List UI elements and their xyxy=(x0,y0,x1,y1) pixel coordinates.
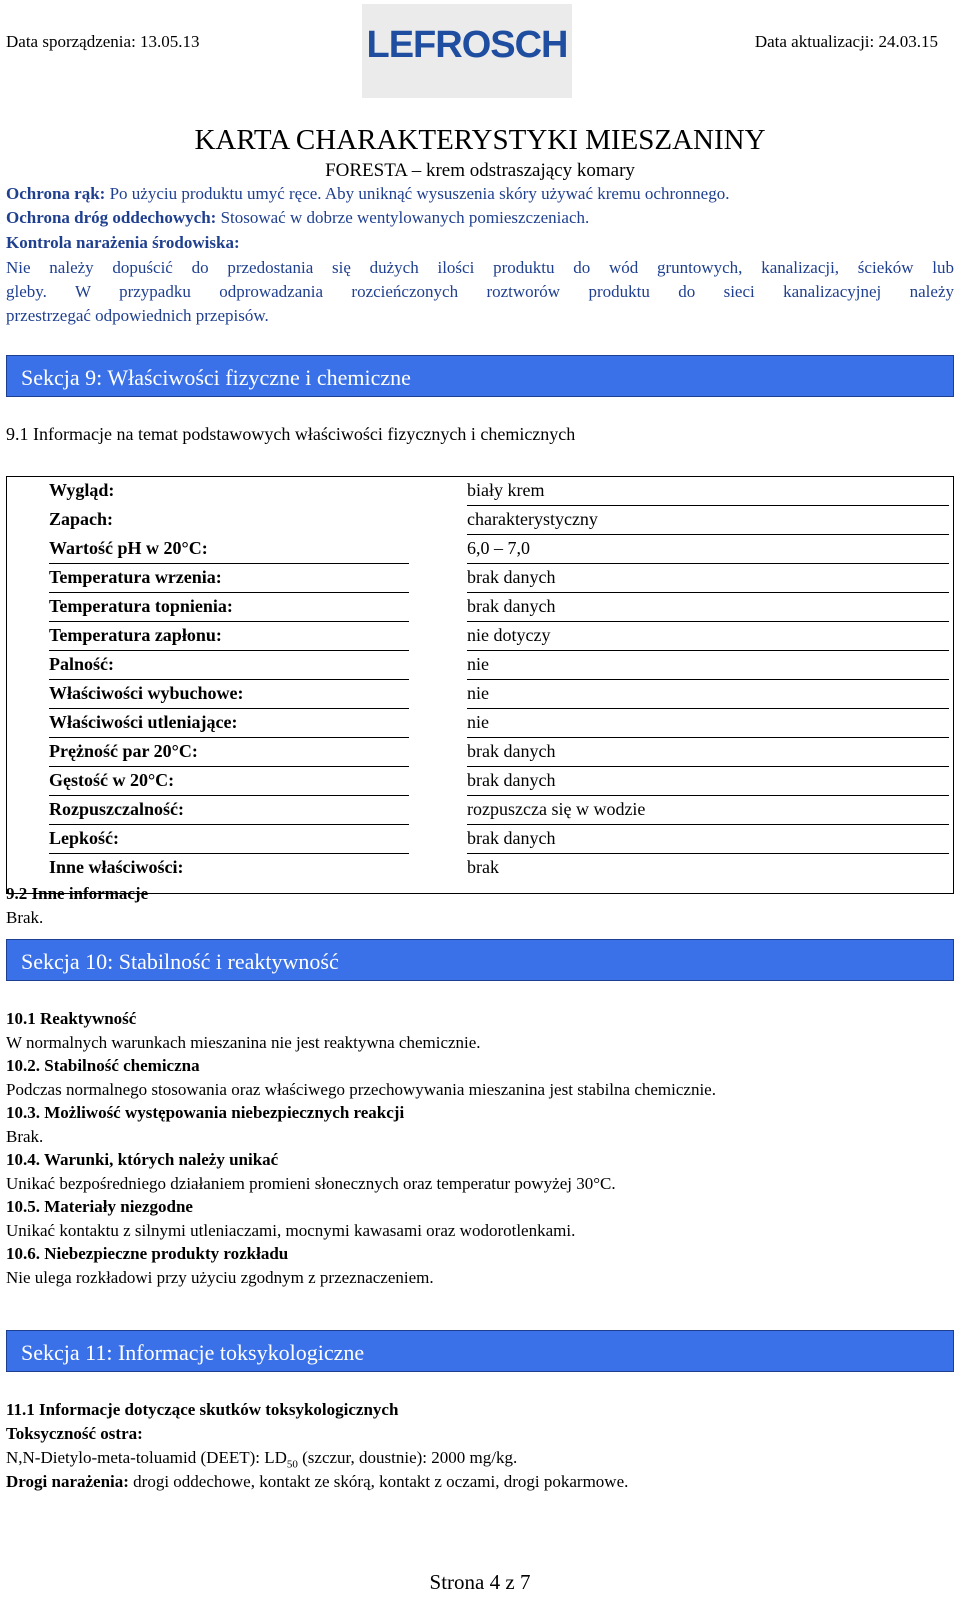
property-label: Prężność par 20°C: xyxy=(49,741,409,767)
page-number: Strona 4 z 7 xyxy=(429,1570,531,1594)
env-text-line3: przestrzegać odpowiednich przepisów. xyxy=(6,306,269,325)
property-row xyxy=(7,767,953,796)
section-9-title: Sekcja 9: Właściwości fizyczne i chemiczne xyxy=(21,365,411,390)
property-label: Wygląd: xyxy=(49,480,115,500)
property-value: nie dotyczy xyxy=(467,625,949,651)
section-9-1-heading: 9.1 Informacje na temat podstawowych właściwości fizycznych i chemicznych xyxy=(6,424,576,444)
property-label: Gęstość w 20°C: xyxy=(49,770,409,796)
property-row xyxy=(7,825,953,854)
section-10-item-heading: 10.3. Możliwość występowania niebezpiecznych reakcji xyxy=(6,1103,405,1122)
routes-label: Drogi narażenia: xyxy=(6,1472,129,1491)
section-10-header xyxy=(6,939,954,981)
section-11-header xyxy=(6,1330,954,1372)
section-9-2-heading: 9.2 Inne informacje xyxy=(6,884,149,903)
env-label: Kontrola narażenia środowiska: xyxy=(6,233,240,252)
respiratory-protection xyxy=(6,206,954,230)
section-10-item-heading: 10.5. Materiały niezgodne xyxy=(6,1197,193,1216)
property-label: Temperatura wrzenia: xyxy=(49,567,409,593)
hands-protection xyxy=(6,182,954,206)
hands-text: Po użyciu produktu umyć ręce. Aby uniknąć wysuszenia skóry używać kremu ochronnego. xyxy=(105,184,730,203)
property-label: Właściwości wybuchowe: xyxy=(49,683,409,709)
env-text-line1: Nie należy dopuścić do przedostania się dużych ilości produktu do wód gruntowych, kanalizacji, ścieków lub xyxy=(6,258,954,277)
property-row xyxy=(7,564,953,593)
property-value: brak danych xyxy=(467,567,949,593)
property-row xyxy=(7,680,953,709)
section-11-title: Sekcja 11: Informacje toksykologiczne xyxy=(21,1340,365,1365)
resp-text: Stosować w dobrze wentylowanych pomieszczeniach. xyxy=(216,208,590,227)
property-label: Inne właściwości: xyxy=(49,857,184,877)
property-label: Rozpuszczalność: xyxy=(49,799,409,825)
property-row xyxy=(7,593,953,622)
resp-label: Ochrona dróg oddechowych: xyxy=(6,208,217,227)
property-value: brak xyxy=(467,857,499,877)
property-row xyxy=(7,477,953,506)
property-label: Lepkość: xyxy=(49,828,409,854)
hands-label: Ochrona rąk: xyxy=(6,184,106,203)
property-row xyxy=(7,622,953,651)
property-value: nie xyxy=(467,712,949,738)
properties-table xyxy=(6,476,954,894)
deet-ld50: N,N-Dietylo-meta-toluamid (DEET): $LD_{50}$ (szczur, doustnie): 2000 mg/kg. xyxy=(6,1448,518,1471)
property-value: biały krem xyxy=(467,480,949,506)
property-row xyxy=(7,738,953,767)
date-created: Data sporządzenia: 13.05.13 xyxy=(6,32,200,51)
property-value: brak danych xyxy=(467,741,949,767)
property-value: brak danych xyxy=(467,770,949,796)
property-label: Palność: xyxy=(49,654,409,680)
property-value: brak danych xyxy=(467,828,949,854)
date-updated: Data aktualizacji: 24.03.15 xyxy=(754,32,938,51)
property-value: charakterystyczny xyxy=(467,509,949,535)
property-row xyxy=(7,651,953,680)
property-label: Właściwości utleniające: xyxy=(49,712,409,738)
acute-toxicity-label: Toksyczność ostra: xyxy=(6,1424,143,1443)
section-10-item-text: Brak. xyxy=(6,1127,44,1146)
property-row xyxy=(7,796,953,825)
property-value: nie xyxy=(467,654,949,680)
document-title: KARTA CHARAKTERYSTYKI MIESZANINY xyxy=(194,124,766,156)
property-label: Temperatura topnienia: xyxy=(49,596,409,622)
section-10-item-heading: 10.1 Reaktywność xyxy=(6,1009,137,1028)
section-9-header xyxy=(6,355,954,397)
section-10-item-text: W normalnych warunkach mieszanina nie jest reaktywna chemicznie. xyxy=(6,1033,481,1052)
section-10-item-text: Nie ulega rozkładowi przy użyciu zgodnym z przeznaczeniem. xyxy=(6,1268,434,1287)
property-row xyxy=(7,709,953,738)
property-value: nie xyxy=(467,683,949,709)
section-10-item-text: Podczas normalnego stosowania oraz właściwego przechowywania mieszanina jest stabilna chemicznie. xyxy=(6,1080,716,1099)
section-10-item-text: Unikać kontaktu z silnymi utleniaczami, mocnymi kawasami oraz wodorotlenkami. xyxy=(6,1221,576,1240)
property-label: Wartość pH w 20°C: xyxy=(49,538,409,564)
document-subtitle: FORESTA – krem odstraszający komary xyxy=(325,160,635,181)
logo-text: LEFROSCH xyxy=(366,24,568,66)
section-9-2-text: Brak. xyxy=(6,908,44,927)
section-10-item-text: Unikać bezpośredniego działaniem promieni słonecznych oraz temperatur powyżej 30°C. xyxy=(6,1174,616,1193)
section-10-title: Sekcja 10: Stabilność i reaktywność xyxy=(21,949,339,974)
property-value: rozpuszcza się w wodzie xyxy=(467,799,949,825)
env-text-line2: gleby. W przypadku odprowadzania rozcieńczonych roztworów produktu do sieci kanalizacyjnej należy xyxy=(6,282,954,301)
section-10-item-heading: 10.4. Warunki, których należy unikać xyxy=(6,1150,279,1169)
section-11-1-heading: 11.1 Informacje dotyczące skutków toksykologicznych xyxy=(6,1400,399,1419)
property-row xyxy=(7,854,953,883)
property-row xyxy=(7,506,953,535)
property-value: brak danych xyxy=(467,596,949,622)
section-10-item-heading: 10.2. Stabilność chemiczna xyxy=(6,1056,200,1075)
section-10-item-heading: 10.6. Niebezpieczne produkty rozkładu xyxy=(6,1244,289,1263)
property-label: Temperatura zapłonu: xyxy=(49,625,409,651)
property-row xyxy=(7,535,953,564)
property-value: 6,0 – 7,0 xyxy=(467,538,949,564)
property-label: Zapach: xyxy=(49,509,114,529)
routes-text: drogi oddechowe, kontakt ze skórą, kontakt z oczami, drogi pokarmowe. xyxy=(128,1472,629,1491)
exposure-routes xyxy=(6,1470,954,1494)
